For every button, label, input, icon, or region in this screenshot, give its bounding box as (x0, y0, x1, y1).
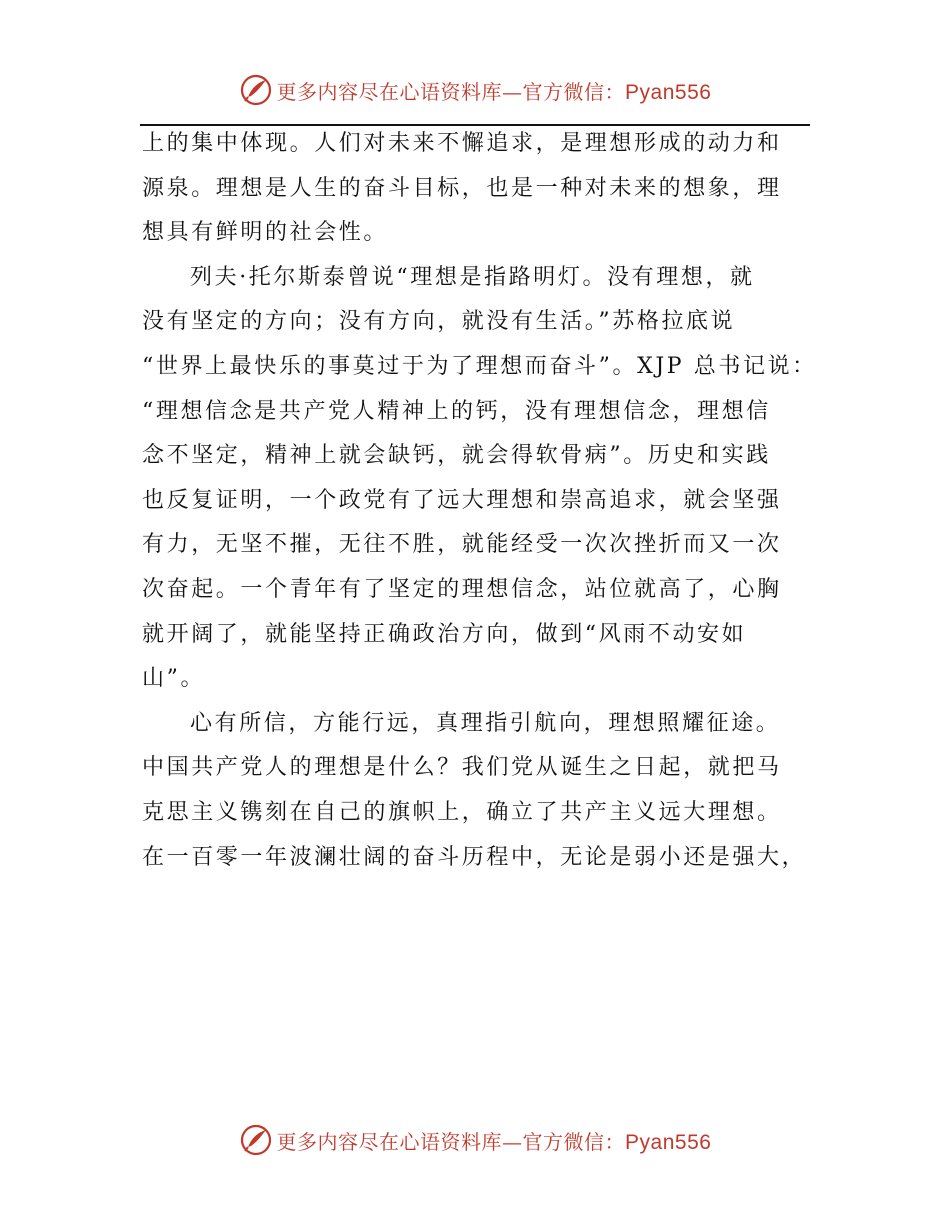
quill-logo-icon (239, 73, 273, 107)
footer-wechat-handle: Pyan556 (625, 1130, 712, 1154)
paragraph-first-line: 心有所信，方能行远，真理指引航向，理想照耀征途。 (190, 710, 781, 736)
paragraph-first-line: 列夫·托尔斯泰曾说“理想是指路明灯。没有理想，就 (190, 264, 755, 290)
footer-banner (0, 1120, 950, 1160)
quill-logo-icon (239, 1123, 273, 1157)
text-line: 源泉。理想是人生的奋斗目标，也是一种对未来的想象，理 (142, 175, 782, 201)
text-line: 没有坚定的方向；没有方向，就没有生活。”苏格拉底说 (142, 309, 736, 335)
header-banner (0, 70, 950, 110)
text-line: 在一百零一年波澜壮阔的奋斗历程中，无论是弱小还是强大， (142, 844, 807, 870)
header-banner-label: 更多内容尽在心语资料库—官方微信： (276, 79, 626, 104)
text-line: “理想信念是共产党人精神上的钙，没有理想信念，理想信 (142, 398, 771, 424)
text-line: 有力，无坚不摧，无往不胜，就能经受一次次挫折而又一次 (142, 532, 782, 558)
document-body (142, 122, 817, 880)
text-line: 也反复证明，一个政党有了远大理想和崇高追求，就会坚强 (142, 487, 782, 513)
text-line: 山”。 (142, 666, 206, 692)
header-wechat-handle: Pyan556 (625, 80, 712, 104)
text-line: 次奋起。一个青年有了坚定的理想信念，站位就高了，心胸 (142, 576, 782, 602)
text-line: 念不坚定，精神上就会缺钙，就会得软骨病”。历史和实践 (142, 443, 771, 469)
text-line: 中国共产党人的理想是什么？我们党从诞生之日起，就把马 (142, 755, 782, 781)
footer-banner-label: 更多内容尽在心语资料库—官方微信： (276, 1129, 626, 1154)
text-line: 想具有鲜明的社会性。 (142, 220, 389, 246)
text-line: 就开阔了，就能坚持正确政治方向，做到“风雨不动安如 (142, 621, 747, 647)
footer-banner-text (277, 1126, 712, 1155)
text-line: 上的集中体现。人们对未来不懈追求，是理想形成的动力和 (142, 131, 782, 156)
text-line: 克思主义镌刻在自己的旗帜上，确立了共产主义远大理想。 (142, 799, 782, 825)
text-line: “世界上最快乐的事莫过于为了理想而奋斗”。XJP 总书记说： (142, 353, 817, 379)
header-banner-text (277, 76, 712, 105)
